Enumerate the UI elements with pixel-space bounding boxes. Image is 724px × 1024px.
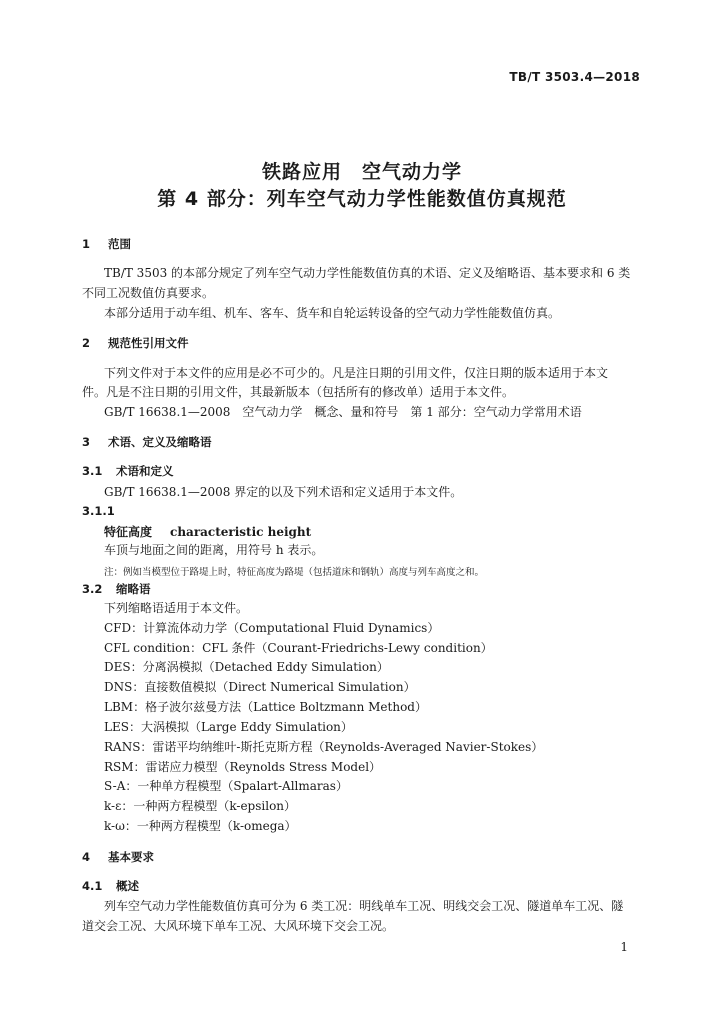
paragraph-line: 列车空气动力学性能数值仿真可分为 6 类工况：明线单车工况、明线交会工况、隧道单车工况、隧 <box>104 899 624 913</box>
paragraph-line: TB/T 3503 的本部分规定了列车空气动力学性能数值仿真的术语、定义及缩略语、基本要求和 6 类 <box>104 266 631 280</box>
section-number: 4.1 <box>82 879 103 893</box>
abbreviation-item: k-ω：一种两方程模型（k-omega） <box>104 819 297 833</box>
section-number: 2 <box>82 336 91 350</box>
section-number: 4 <box>82 850 91 864</box>
paragraph-line: 下列缩略语适用于本文件。 <box>104 601 249 615</box>
abbreviation-item: CFL condition：CFL 条件（Courant-Friedrichs-Lewy condition） <box>104 641 493 655</box>
term-english: characteristic height <box>170 525 312 539</box>
section-number: 3 <box>82 435 91 449</box>
abbreviation-item: DES：分离涡模拟（Detached Eddy Simulation） <box>104 660 389 674</box>
section-1-heading <box>82 236 131 252</box>
term-entry <box>104 523 311 540</box>
section-3-1-heading <box>82 463 174 479</box>
reference-line: GB/T 16638.1—2008 空气动力学 概念、量和符号 第 1 部分：空气动力学常用术语 <box>104 405 582 419</box>
abbreviation-item: k-ε：一种两方程模型（k-epsilon） <box>104 799 297 813</box>
section-title: 概述 <box>116 879 139 893</box>
page-number: 1 <box>620 940 628 954</box>
section-number: 3.2 <box>82 582 103 596</box>
section-3-1-1-number: 3.1.1 <box>82 504 115 518</box>
note-line: 注：例如当模型位于路堤上时，特征高度为路堤（包括道床和钢轨）高度与列车高度之和。 <box>104 567 485 578</box>
standard-code: TB/T 3503.4—2018 <box>509 70 640 84</box>
section-title: 范围 <box>108 237 131 251</box>
section-4-1-heading <box>82 878 139 894</box>
abbreviation-item: RANS：雷诺平均纳维叶-斯托克斯方程（Reynolds-Averaged Navier-Stokes） <box>104 740 544 754</box>
section-title: 缩略语 <box>116 582 151 596</box>
paragraph-line: 下列文件对于本文件的应用是必不可少的。凡是注日期的引用文件，仅注日期的版本适用于本文 <box>104 366 609 380</box>
section-title: 规范性引用文件 <box>108 336 189 350</box>
section-title: 术语和定义 <box>116 464 174 478</box>
paragraph-line: 不同工况数值仿真要求。 <box>82 286 215 300</box>
paragraph-line: 本部分适用于动车组、机车、客车、货车和自轮运转设备的空气动力学性能数值仿真。 <box>104 306 561 320</box>
section-3-heading <box>82 434 212 450</box>
section-2-heading <box>82 335 189 351</box>
section-title: 基本要求 <box>108 850 154 864</box>
abbreviation-item: LBM：格子波尔兹曼方法（Lattice Boltzmann Method） <box>104 700 427 714</box>
term-chinese: 特征高度 <box>104 525 153 539</box>
title-line-1: 铁路应用 空气动力学 <box>261 161 462 183</box>
abbreviation-item: S-A：一种单方程模型（Spalart-Allmaras） <box>104 779 348 793</box>
section-3-2-heading <box>82 581 151 597</box>
section-4-heading <box>82 849 154 865</box>
section-number: 3.1 <box>82 464 103 478</box>
section-title: 术语、定义及缩略语 <box>108 435 212 449</box>
paragraph-line: 件。凡是不注日期的引用文件，其最新版本（包括所有的修改单）适用于本文件。 <box>82 385 515 399</box>
paragraph-line: GB/T 16638.1—2008 界定的以及下列术语和定义适用于本文件。 <box>104 485 463 499</box>
definition-line: 车顶与地面之间的距离，用符号 h 表示。 <box>104 543 324 557</box>
abbreviation-item: RSM：雷诺应力模型（Reynolds Stress Model） <box>104 760 382 774</box>
abbreviation-item: LES：大涡模拟（Large Eddy Simulation） <box>104 720 353 734</box>
abbreviation-item: DNS：直接数值模拟（Direct Numerical Simulation） <box>104 680 416 694</box>
title-line-2: 第 4 部分：列车空气动力学性能数值仿真规范 <box>157 188 567 210</box>
paragraph-line: 道交会工况、大风环境下单车工况、大风环境下交会工况。 <box>82 919 395 933</box>
abbreviation-item: CFD：计算流体动力学（Computational Fluid Dynamics） <box>104 621 440 635</box>
section-number: 1 <box>82 237 91 251</box>
